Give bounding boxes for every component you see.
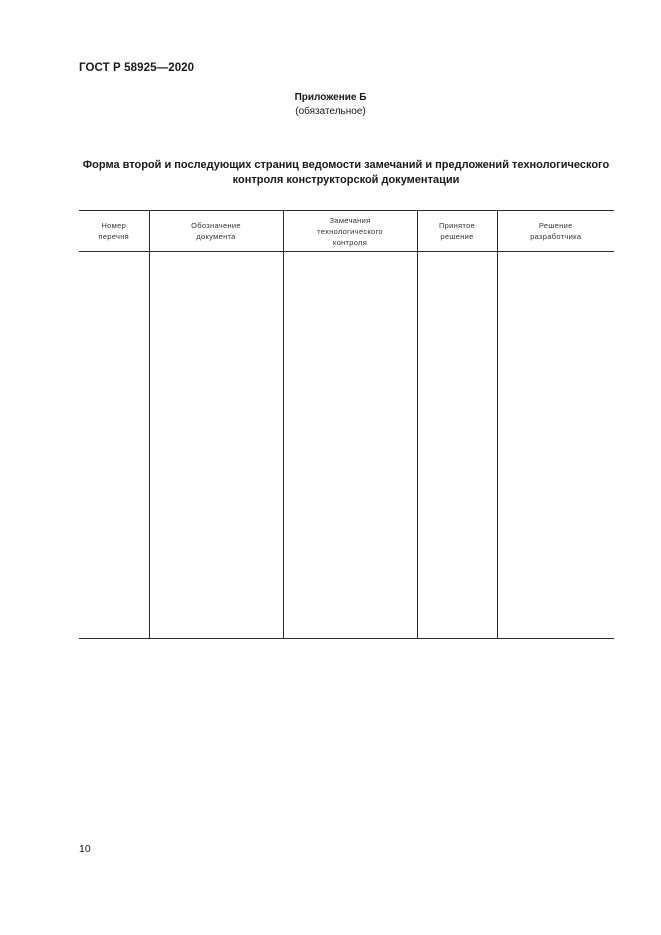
form-title — [70, 158, 622, 188]
header-text: Решение — [538, 221, 573, 230]
annex-status: (обязательное) — [295, 106, 366, 117]
header-text: контроля — [332, 237, 368, 247]
document-code: ГОСТ Р 58925—2020 — [79, 62, 195, 74]
column-header-list-number — [79, 211, 149, 252]
header-text: Принятое — [438, 221, 476, 230]
header-text: технологического — [317, 226, 383, 236]
cell-list-number — [79, 252, 149, 639]
form-title-line-2: контроля конструкторской документации — [232, 174, 460, 186]
annex-heading — [0, 91, 661, 119]
column-header-remarks — [283, 211, 417, 252]
table-header-row — [79, 211, 614, 252]
form-title-line-1: Форма второй и последующих страниц ведомости замечаний и предложений технологического — [82, 159, 610, 171]
header-text: Обозначение — [191, 221, 241, 230]
page-number: 10 — [79, 843, 91, 855]
column-header-accepted-decision — [417, 211, 497, 252]
header-text: перечня — [98, 232, 130, 241]
cell-remarks — [283, 252, 417, 639]
table-row — [79, 252, 614, 639]
header-text: разработчика — [530, 232, 582, 241]
header-text: Замечания — [329, 215, 371, 225]
column-header-document-designation — [149, 211, 283, 252]
cell-developer-decision — [497, 252, 614, 639]
annex-title: Приложение Б — [294, 92, 367, 103]
header-text: решение — [440, 232, 474, 241]
remarks-form-table — [79, 210, 614, 639]
cell-document-designation — [149, 252, 283, 639]
column-header-developer-decision — [497, 211, 614, 252]
header-text: Номер — [101, 221, 127, 230]
header-text: документа — [196, 232, 236, 241]
cell-accepted-decision — [417, 252, 497, 639]
